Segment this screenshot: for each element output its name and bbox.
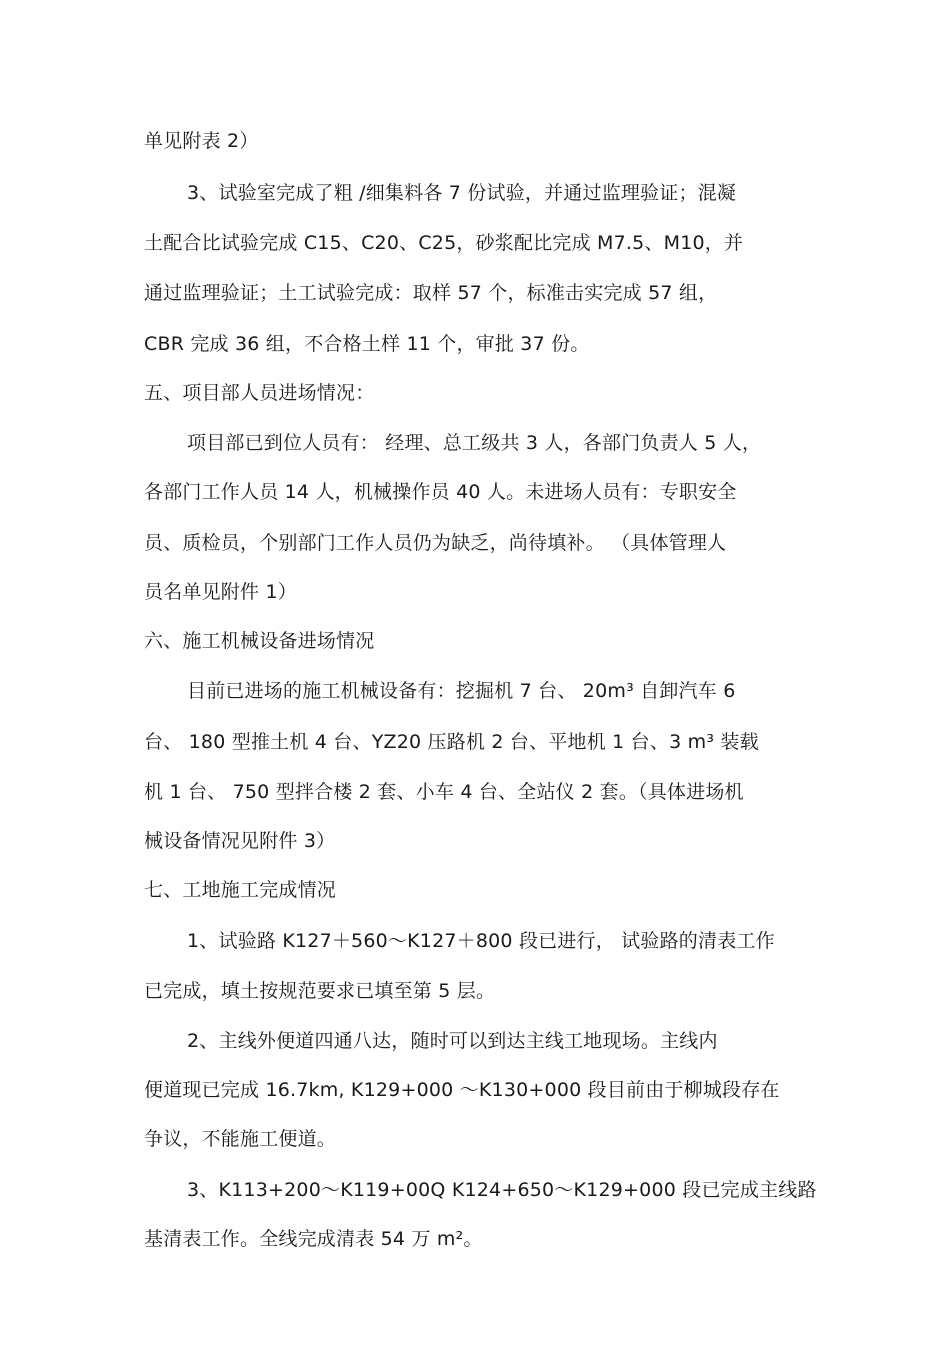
text-line: 基清表工作。全线完成清表 54 万 m²。 (144, 1228, 483, 1250)
section-heading: 五、项目部人员进场情况： (144, 382, 375, 404)
text-line: 目前已进场的施工机械设备有：挖掘机 7 台、 20m³ 自卸汽车 6 (187, 680, 736, 702)
text-line: 争议，不能施工便道。 (144, 1128, 337, 1150)
text-line: 便道现已完成 16.7km, K129+000 ～K130+000 段目前由于柳城段存在 (144, 1079, 780, 1101)
section-heading: 七、工地施工完成情况 (144, 879, 337, 901)
text-line: 3、K113+200～K119+00Q K124+650～K129+000 段已完成主线路 (187, 1179, 817, 1201)
text-line: 员名单见附件 1） (144, 581, 297, 603)
text-line: 2、主线外便道四通八达，随时可以到达主线工地现场。主线内 (187, 1030, 718, 1052)
text-line: 3、试验室完成了粗 /细集料各 7 份试验，并通过监理验证；混凝 (187, 182, 737, 204)
text-line: 1、试验路 K127＋560～K127＋800 段已进行， 试验路的清表工作 (187, 930, 775, 952)
text-line: 械设备情况见附件 3） (144, 830, 336, 852)
text-line: 员、质检员，个别部门工作人员仍为缺乏，尚待填补。 （具体管理人 (144, 532, 727, 554)
text-line: 土配合比试验完成 C15、C20、C25，砂浆配比完成 M7.5、M10，并 (144, 232, 744, 254)
text-line: CBR 完成 36 组，不合格土样 11 个，审批 37 份。 (144, 333, 590, 355)
text-line: 单见附表 2） (144, 130, 259, 152)
text-line: 通过监理验证；土工试验完成：取样 57 个，标准击实完成 57 组， (144, 282, 718, 304)
text-line: 各部门工作人员 14 人，机械操作员 40 人。未进场人员有：专职安全 (144, 481, 737, 503)
section-heading: 六、施工机械设备进场情况 (144, 630, 375, 652)
text-line: 已完成，填土按规范要求已填至第 5 层。 (144, 980, 496, 1002)
text-line: 台、 180 型推土机 4 台、YZ20 压路机 2 台、平地机 1 台、3 m³ 装载 (144, 731, 759, 753)
text-line: 项目部已到位人员有： 经理、总工级共 3 人，各部门负责人 5 人， (187, 432, 762, 454)
text-line: 机 1 台、 750 型拌合楼 2 套、小车 4 台、全站仪 2 套。（具体进场机 (144, 781, 744, 803)
